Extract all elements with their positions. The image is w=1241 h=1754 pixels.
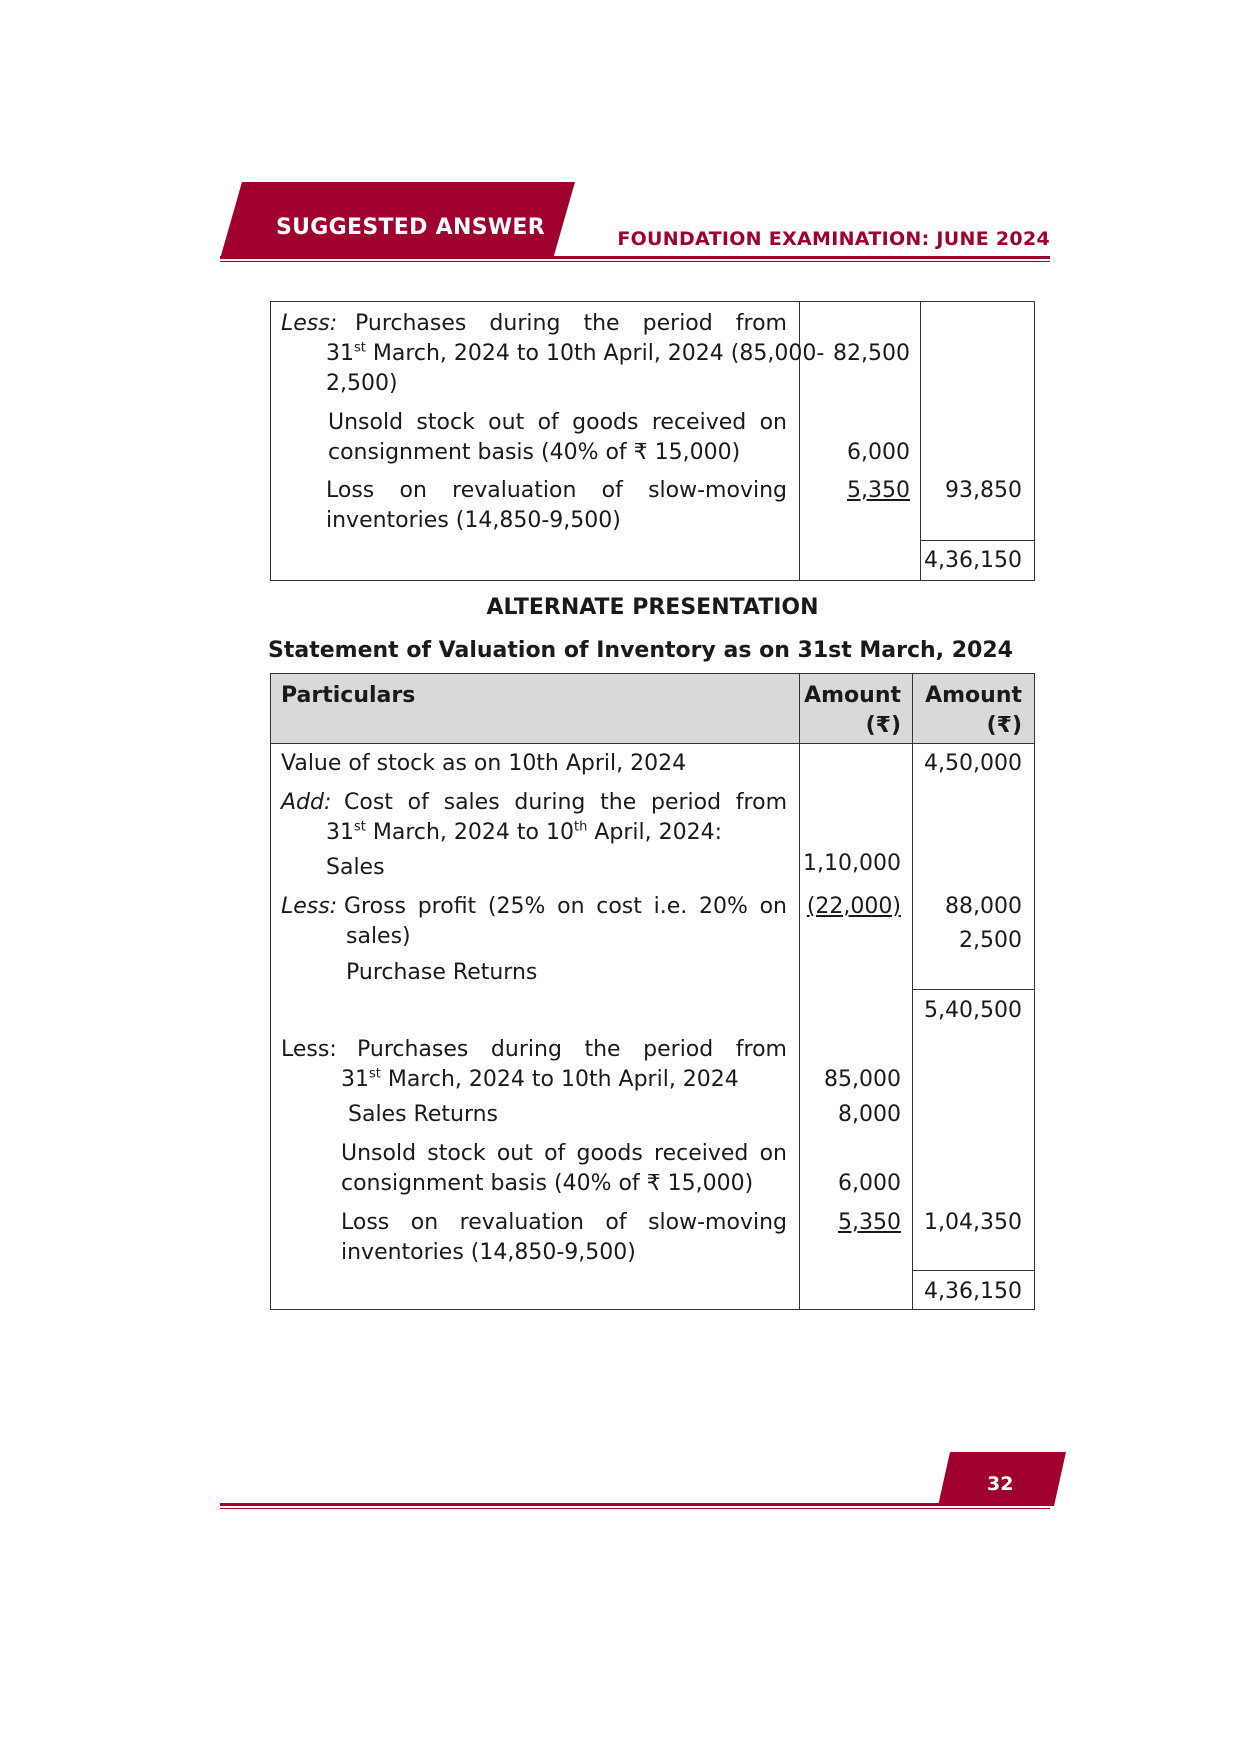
- purchases-line3: 2,500): [326, 371, 398, 396]
- table2-subtotal-rule: [912, 989, 1035, 990]
- alternate-heading: ALTERNATE PRESENTATION: [486, 595, 819, 620]
- loss-line2: inventories (14,850-9,500): [326, 508, 621, 533]
- unsold-line2: consignment basis (40% of ₹ 15,000): [328, 440, 741, 465]
- loss-total: 93,850: [945, 478, 1022, 503]
- value-stock-amount: 4,50,000: [924, 751, 1022, 776]
- unsold-amount: 6,000: [847, 440, 910, 465]
- unsold2-line2: consignment basis (40% of ₹ 15,000): [341, 1171, 754, 1196]
- col-amount-2: Amount: [925, 683, 1022, 708]
- exam-title: FOUNDATION EXAMINATION: JUNE 2024: [617, 228, 1050, 250]
- loss2-line1: Loss on revaluation of slow-moving: [341, 1210, 787, 1235]
- loss2-amount: 5,350: [838, 1210, 901, 1235]
- table1-total-rule: [920, 540, 1035, 541]
- footer-rule: [220, 1503, 1050, 1506]
- purchase-returns-amount: 2,500: [959, 928, 1022, 953]
- col-amount-1: Amount: [804, 683, 901, 708]
- table2-final-total: 4,36,150: [924, 1279, 1022, 1304]
- loss-amount: 5,350: [847, 478, 910, 503]
- purchase-returns: Purchase Returns: [346, 960, 538, 985]
- col-amount-1-unit: (₹): [865, 713, 901, 738]
- unsold-line1: Unsold stock out of goods received on: [328, 410, 787, 435]
- less-label-purchases: Less:: [281, 1037, 337, 1062]
- add-label: Add:: [281, 790, 332, 815]
- header-rule-thin: [220, 261, 1050, 262]
- sales-amount: 1,10,000: [803, 851, 901, 876]
- less-label-gp: Less:: [281, 894, 338, 919]
- gp-amount: (22,000): [806, 894, 901, 919]
- sales-returns-amount: 8,000: [838, 1102, 901, 1127]
- purchases2-line2: 31st March, 2024 to 10th April, 2024: [341, 1066, 739, 1092]
- loss2-line2: inventories (14,850-9,500): [341, 1240, 636, 1265]
- less-label: Less:: [281, 311, 338, 336]
- sales-returns: Sales Returns: [348, 1102, 499, 1127]
- purchases-amount: 82,500: [833, 341, 910, 366]
- table2-total-rule: [912, 1270, 1035, 1271]
- unsold2-line1: Unsold stock out of goods received on: [341, 1141, 787, 1166]
- col-amount-2-unit: (₹): [986, 713, 1022, 738]
- purchases2-line1: Purchases during the period from: [357, 1037, 787, 1062]
- cost-line1: Cost of sales during the period from: [344, 790, 787, 815]
- table1-col-divider-2: [920, 301, 921, 581]
- gp-line2: sales): [346, 924, 411, 949]
- table1-final-total: 4,36,150: [924, 548, 1022, 573]
- value-stock: Value of stock as on 10th April, 2024: [281, 751, 687, 776]
- unsold2-amount: 6,000: [838, 1171, 901, 1196]
- cost-line2: 31st March, 2024 to 10th April, 2024:: [326, 819, 722, 845]
- statement-heading: Statement of Valuation of Inventory as on 31st March, 2024: [268, 638, 1013, 663]
- subtotal: 5,40,500: [924, 998, 1022, 1023]
- table2-header-rule: [270, 743, 1035, 744]
- gp-total: 88,000: [945, 894, 1022, 919]
- col-particulars: Particulars: [281, 683, 416, 708]
- loss2-total: 1,04,350: [924, 1210, 1022, 1235]
- page-number: 32: [987, 1473, 1014, 1495]
- gp-line1: Gross profit (25% on cost i.e. 20% on: [344, 894, 787, 919]
- purchases2-amount: 85,000: [824, 1067, 901, 1092]
- purchases-line1: Purchases during the period from: [355, 311, 787, 336]
- header-rule: [220, 256, 1050, 259]
- loss-line1: Loss on revaluation of slow-moving: [326, 478, 787, 503]
- footer-rule-thin: [220, 1508, 1050, 1509]
- sales-label: Sales: [326, 855, 385, 880]
- purchases-line2: 31st March, 2024 to 10th April, 2024 (85,000-: [326, 340, 825, 366]
- header-tab-label: SUGGESTED ANSWER: [276, 215, 545, 240]
